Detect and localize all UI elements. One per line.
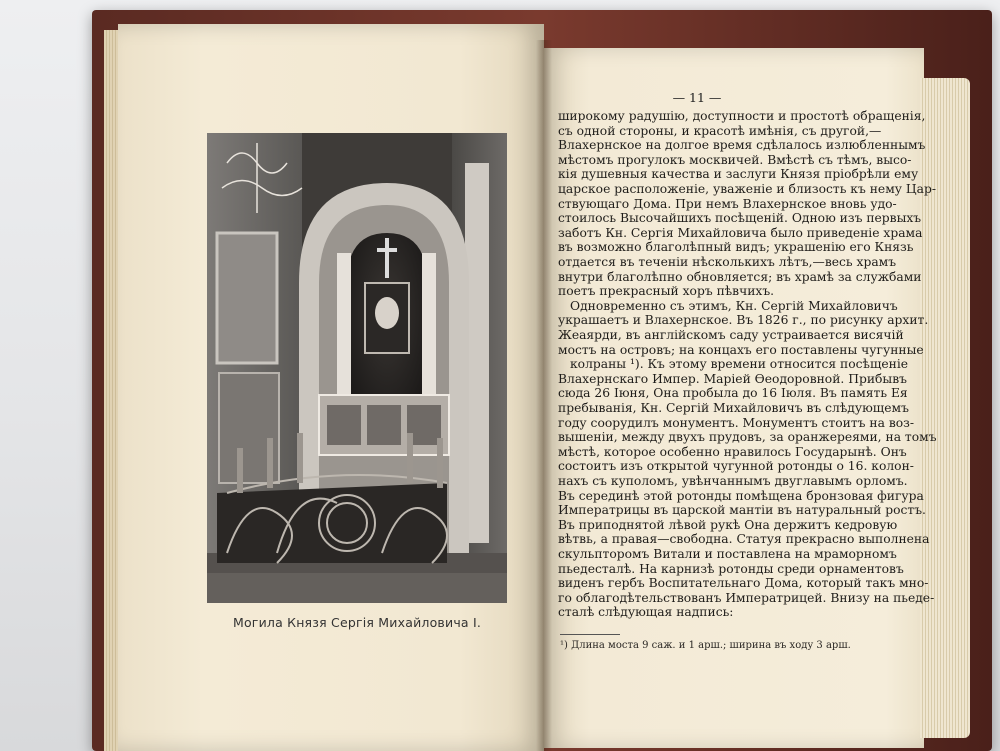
text-line: пребыванія, Кн. Сергій Михайловичъ въ слѣдующемъ [558, 401, 909, 415]
text-line: вѣтвь, а правая—свободна. Статуя прекрасно выполнена [558, 532, 930, 547]
text-line: поетъ прекрасный хоръ пѣвчихъ. [558, 284, 775, 299]
text-line: Влахернское на долгое время сдѣлалось излюбленнымъ [558, 138, 926, 153]
footnote: ¹) Длина моста 9 саж. и 1 арш.; ширина въ ходу 3 арш. [560, 640, 851, 651]
text-line: сталѣ слѣдующая надпись: [558, 605, 734, 620]
book-gutter [536, 40, 552, 751]
text-line: ствующаго Дома. При немъ Влахернское вновь удо- [558, 196, 897, 211]
text-line: Императрицы въ царской мантіи въ натуральный ростъ. [558, 503, 926, 518]
text-line: отдается въ теченіи нѣсколькихъ лѣтъ,—весь храмъ [558, 255, 897, 269]
text-line: украшаетъ и Влахернское. Въ 1826 г., по рисунку архит. [558, 313, 929, 328]
text-line: стоилось Высочайшихъ посѣщеній. Одною изъ первыхъ [558, 211, 922, 226]
text-line: Влахернскаго Импер. Маріей Ѳеодоровной. Прибывъ [558, 371, 907, 386]
text-line: Одновременно съ этимъ, Кн. Сергій Михайловичъ [570, 298, 898, 313]
text-line: мѣстѣ, которое особенно нравилось Государынѣ. Онъ [558, 444, 907, 459]
text-line: мостъ на островъ; на концахъ его поставлены чугунные [558, 342, 924, 357]
text-line: Въ серединѣ этой ротонды помѣщена бронзовая фигура [558, 488, 924, 503]
text-line: пьедесталѣ. На карнизѣ ротонды среди орнаментовъ [558, 561, 904, 576]
text-line: заботъ Кн. Сергія Михайловича было приведеніе храма [558, 225, 923, 240]
text-line: внутри благолѣпно обновляется; въ храмѣ за службами [558, 269, 922, 284]
text-line: колраны ¹). Къ этому времени относится посѣщеніе [570, 357, 909, 372]
text-line: въ возможно благолѣпный видъ; украшенію его Князь [558, 240, 914, 255]
footnote-rule [560, 634, 620, 635]
text-line: кія душевныя качества и заслуги Князя пріобрѣли ему [558, 167, 919, 182]
right-page-edges [920, 78, 970, 738]
text-line: нахъ съ куполомъ, увѣнчаннымъ двуглавымъ орломъ. [558, 474, 908, 488]
text-line: съ одной стороны, и красотѣ имѣнія, съ другой,— [558, 123, 882, 138]
text-line: Жеаярди, въ англійскомъ саду устраивается висячій [558, 328, 904, 342]
text-line: вышеніи, между двухъ прудовъ, за оранжереями, на томъ [558, 430, 937, 445]
text-line: виденъ гербъ Воспитательнаго Дома, который такъ мно- [558, 576, 929, 591]
tomb-photograph [207, 133, 507, 603]
text-line: сюда 26 Іюня, Она пробыла до 16 Іюля. Въ память Ея [558, 386, 908, 401]
text-line: году соорудилъ монументъ. Монументъ стоитъ на воз- [558, 415, 915, 430]
photo-caption: Могила Князя Сергія Михайловича I. [232, 615, 482, 630]
text-line: скульпторомъ Витали и поставлена на мраморномъ [558, 547, 897, 561]
text-line: го облагодѣтельствованъ Императрицей. Внизу на пьеде- [558, 590, 935, 605]
page-number: — 11 — [672, 90, 722, 105]
text-line: широкому радушію, доступности и простотѣ обращенія, [558, 109, 926, 123]
text-line: царское расположеніе, уваженіе и близость къ нему Цар- [558, 182, 936, 196]
text-line: Въ приподнятой лѣвой рукѣ Она держитъ кедровую [558, 517, 898, 532]
tomb-photograph-drawing [207, 133, 507, 603]
text-line: состоитъ изъ открытой чугунной ротонды о 16. колон- [558, 459, 914, 474]
text-line: мѣстомъ прогулокъ москвичей. Вмѣстѣ съ тѣмъ, высо- [558, 152, 912, 167]
